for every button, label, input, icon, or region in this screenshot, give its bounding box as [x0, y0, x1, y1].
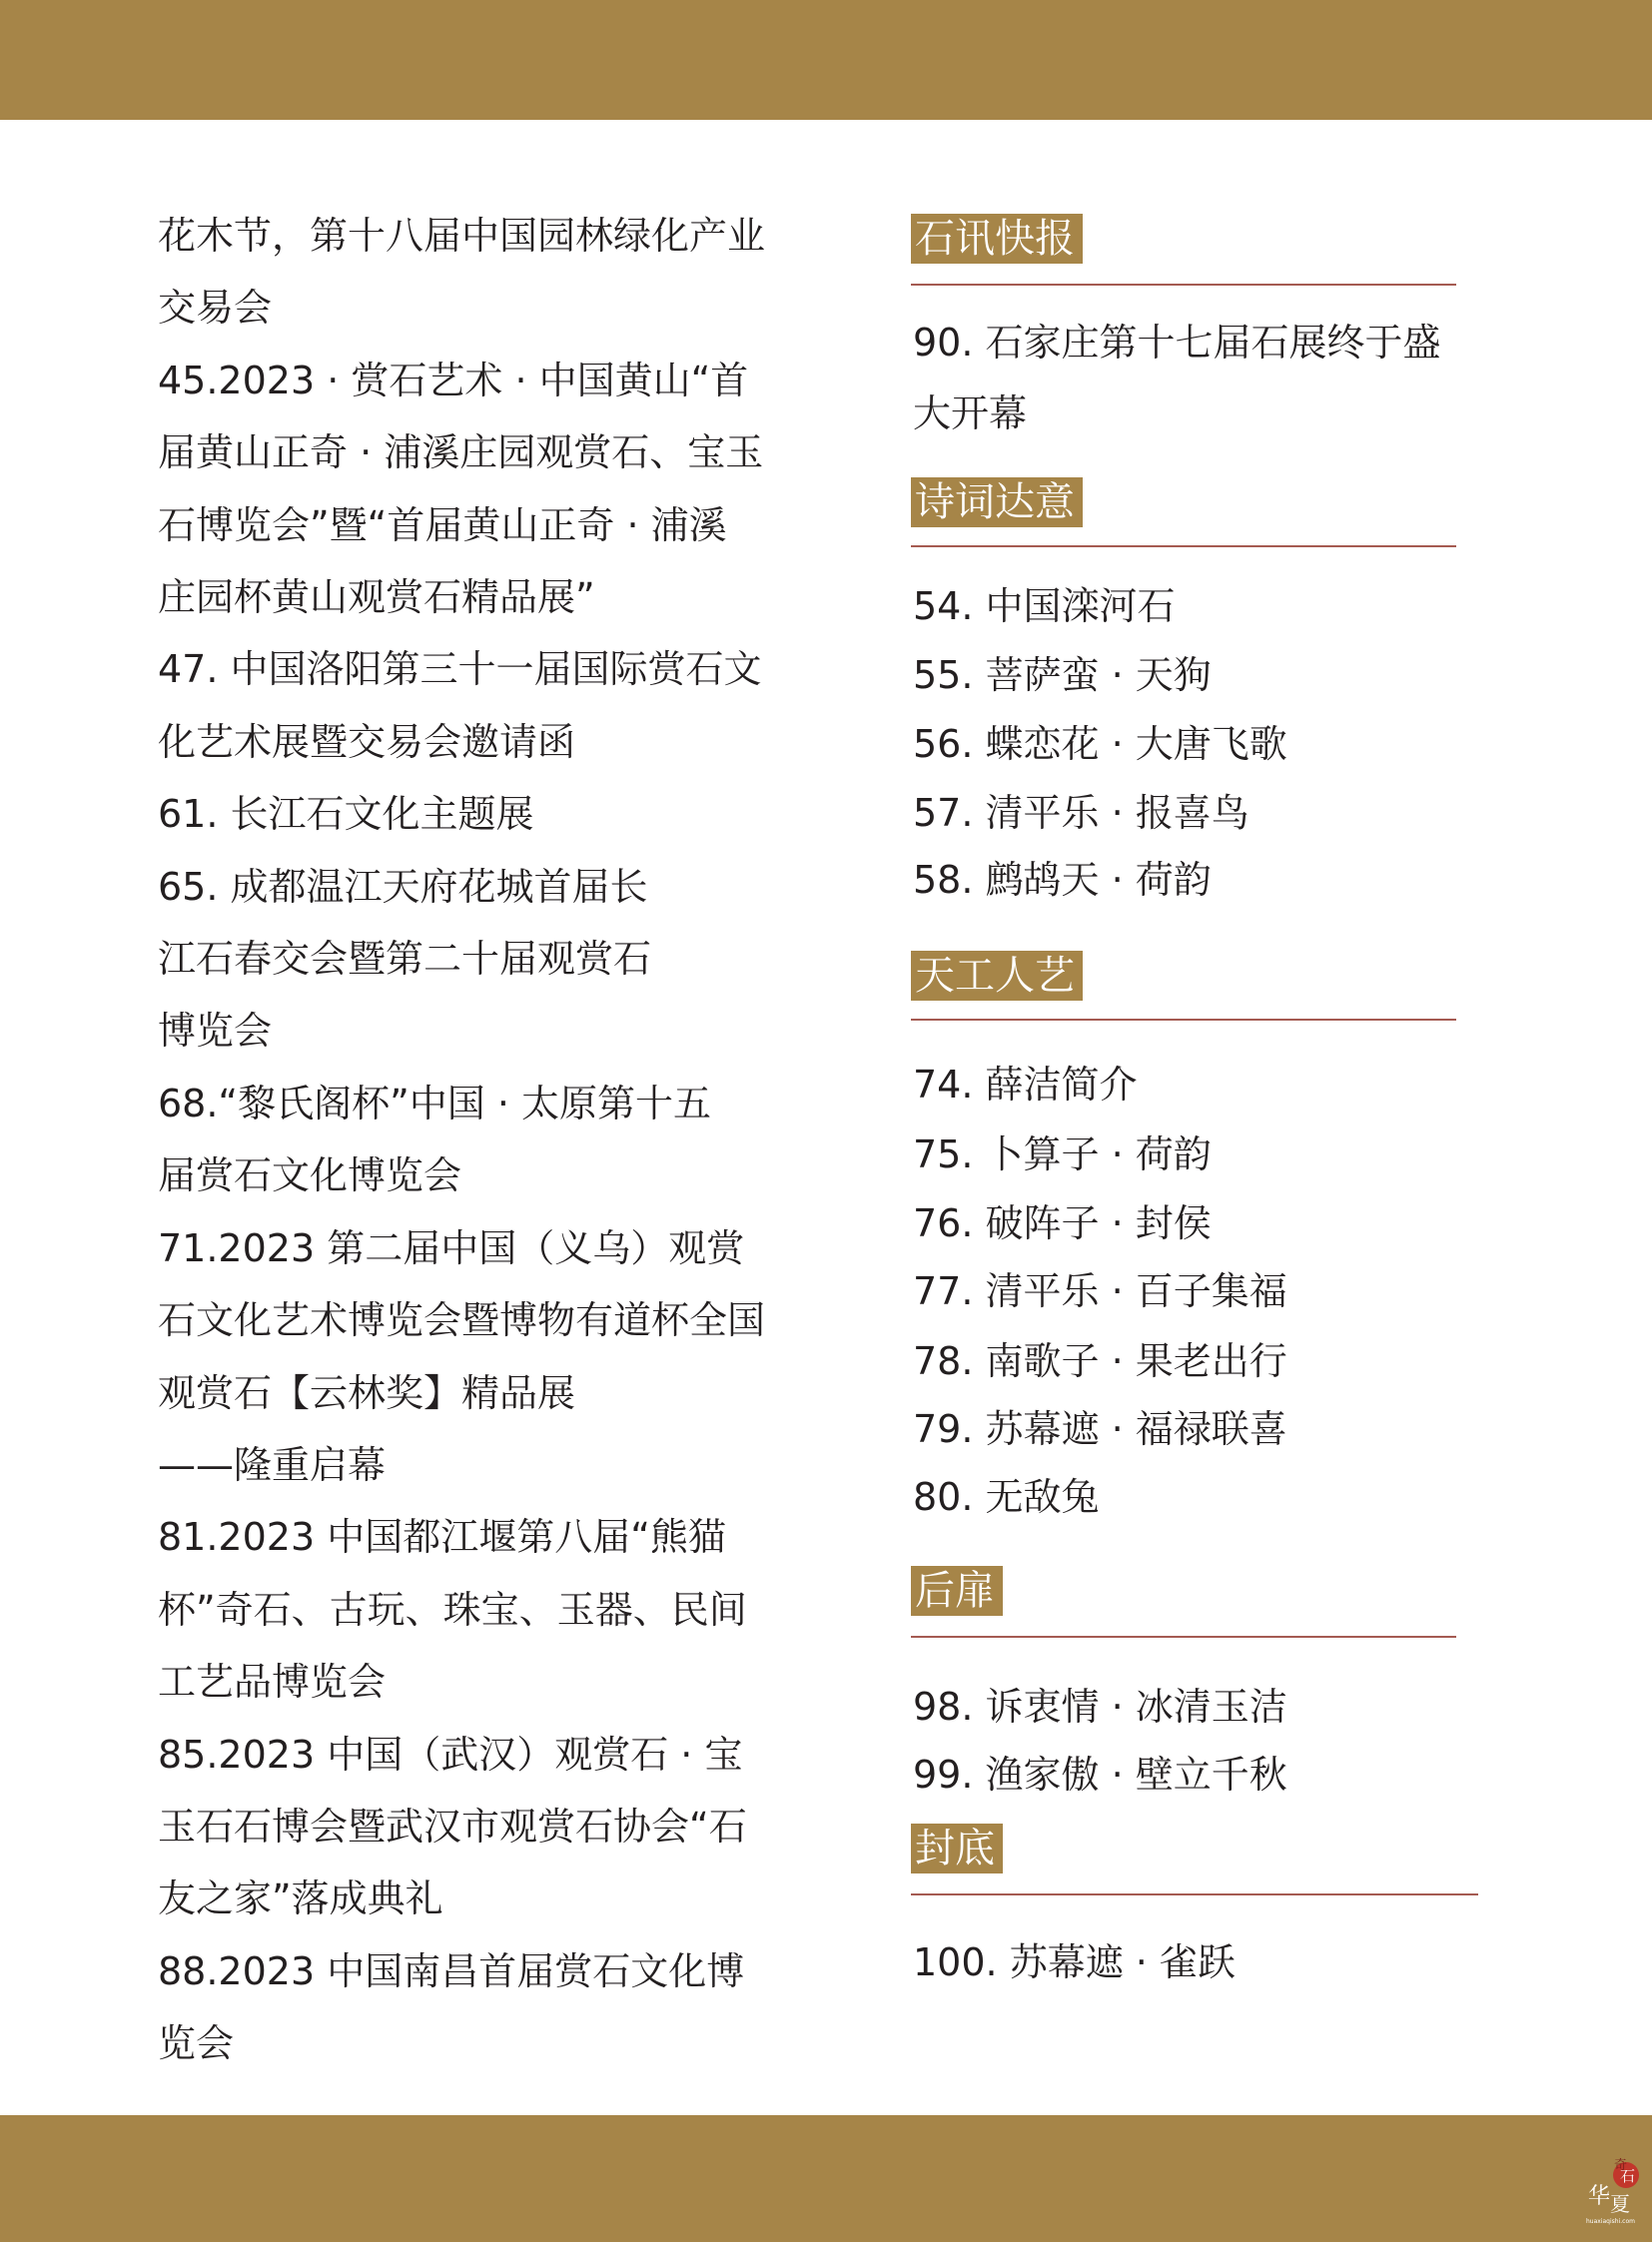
- toc-line: 交易会: [158, 286, 273, 331]
- toc-line: 68.“黎氏阁杯”中国 · 太原第十五: [158, 1081, 712, 1125]
- toc-entry: 78. 南歌子 · 果老出行: [913, 1339, 1287, 1383]
- toc-line: 庄园杯黄山观赏石精品展”: [158, 575, 595, 620]
- toc-entry: 100. 苏幕遮 · 雀跃: [913, 1940, 1236, 1984]
- section-divider: [911, 1636, 1456, 1638]
- toc-line: 杯”奇石、古玩、珠宝、玉器、民间: [158, 1587, 747, 1632]
- toc-left-column: [158, 200, 817, 2080]
- toc-line: 石文化艺术博览会暨博物有道杯全国: [158, 1298, 766, 1343]
- toc-entry: 99. 渔家傲 · 壁立千秋: [913, 1753, 1287, 1797]
- toc-line: 届赏石文化博览会: [158, 1153, 462, 1198]
- bottom-band: [0, 2115, 1652, 2242]
- toc-line: 花木节，第十八届中国园林绿化产业: [158, 214, 766, 258]
- toc-line: 61. 长江石文化主题展: [158, 792, 534, 837]
- toc-line: 览会: [158, 2021, 235, 2066]
- toc-line: 工艺品博览会: [158, 1660, 387, 1705]
- toc-entry: 98. 诉衷情 · 冰清玉洁: [913, 1685, 1287, 1729]
- toc-line: 化艺术展暨交易会邀请函: [158, 719, 576, 764]
- toc-line: ——隆重启幕: [158, 1442, 387, 1487]
- toc-entry: 56. 蝶恋花 · 大唐飞歌: [913, 722, 1287, 766]
- toc-line: 88.2023 中国南昌首届赏石文化博: [158, 1948, 745, 1993]
- toc-entry: 大开幕: [913, 391, 1028, 435]
- toc-entry: 74. 薛洁简介: [913, 1063, 1138, 1107]
- toc-entry: 76. 破阵子 · 封侯: [913, 1201, 1212, 1245]
- toc-entry: 54. 中国滦河石: [913, 584, 1176, 628]
- seal-icon: [1584, 2157, 1648, 2227]
- svg-text:夏: 夏: [1610, 2192, 1630, 2216]
- top-band: [0, 0, 1652, 120]
- section-heading-shixun: 石讯快报: [911, 214, 1083, 264]
- section-heading-houfei: 后扉: [911, 1566, 1003, 1616]
- toc-line: 博览会: [158, 1009, 273, 1054]
- toc-line: 江石春交会暨第二十届观赏石: [158, 937, 652, 982]
- section-divider: [911, 1893, 1478, 1895]
- toc-entry: 80. 无敌兔: [913, 1475, 1100, 1519]
- section-heading-shici: 诗词达意: [911, 477, 1083, 527]
- toc-entry: 55. 菩萨蛮 · 天狗: [913, 653, 1212, 697]
- toc-line: 47. 中国洛阳第三十一届国际赏石文: [158, 647, 762, 692]
- toc-line: 81.2023 中国都江堰第八届“熊猫: [158, 1515, 726, 1560]
- toc-entry: 90. 石家庄第十七届石展终于盛: [913, 321, 1441, 365]
- toc-line: 45.2023 · 赏石艺术 · 中国黄山“首: [158, 358, 749, 402]
- toc-entry: 57. 清平乐 · 报喜鸟: [913, 791, 1249, 835]
- huaxia-qishi-logo: [1584, 2157, 1648, 2227]
- toc-entry: 58. 鹧鸪天 · 荷韵: [913, 858, 1212, 902]
- toc-line: 观赏石【云林奖】精品展: [158, 1370, 576, 1415]
- section-divider: [911, 545, 1456, 547]
- svg-text:奇: 奇: [1614, 2158, 1628, 2173]
- toc-line: 71.2023 第二届中国（义乌）观赏: [158, 1225, 745, 1270]
- section-divider: [911, 284, 1456, 286]
- svg-text:huaxiaqishi.com: huaxiaqishi.com: [1586, 2218, 1635, 2225]
- section-heading-fengdi: 封底: [911, 1824, 1003, 1873]
- section-heading-tiangong: 天工人艺: [911, 951, 1083, 1001]
- toc-entry: 79. 苏幕遮 · 福禄联喜: [913, 1407, 1287, 1451]
- toc-entry: 77. 清平乐 · 百子集福: [913, 1269, 1287, 1313]
- section-divider: [911, 1019, 1456, 1021]
- toc-line: 85.2023 中国（武汉）观赏石 · 宝: [158, 1732, 743, 1777]
- toc-line: 友之家”落成典礼: [158, 1876, 443, 1921]
- svg-text:华: 华: [1588, 2184, 1611, 2209]
- toc-line: 届黄山正奇 · 浦溪庄园观赏石、宝玉: [158, 430, 764, 475]
- toc-line: 玉石石博会暨武汉市观赏石协会“石: [158, 1804, 747, 1849]
- toc-line: 65. 成都温江天府花城首届长: [158, 864, 648, 909]
- svg-text:石: 石: [1620, 2167, 1636, 2185]
- toc-line: 石博览会”暨“首届黄山正奇 · 浦溪: [158, 502, 727, 547]
- toc-entry: 75. 卜算子 · 荷韵: [913, 1132, 1212, 1176]
